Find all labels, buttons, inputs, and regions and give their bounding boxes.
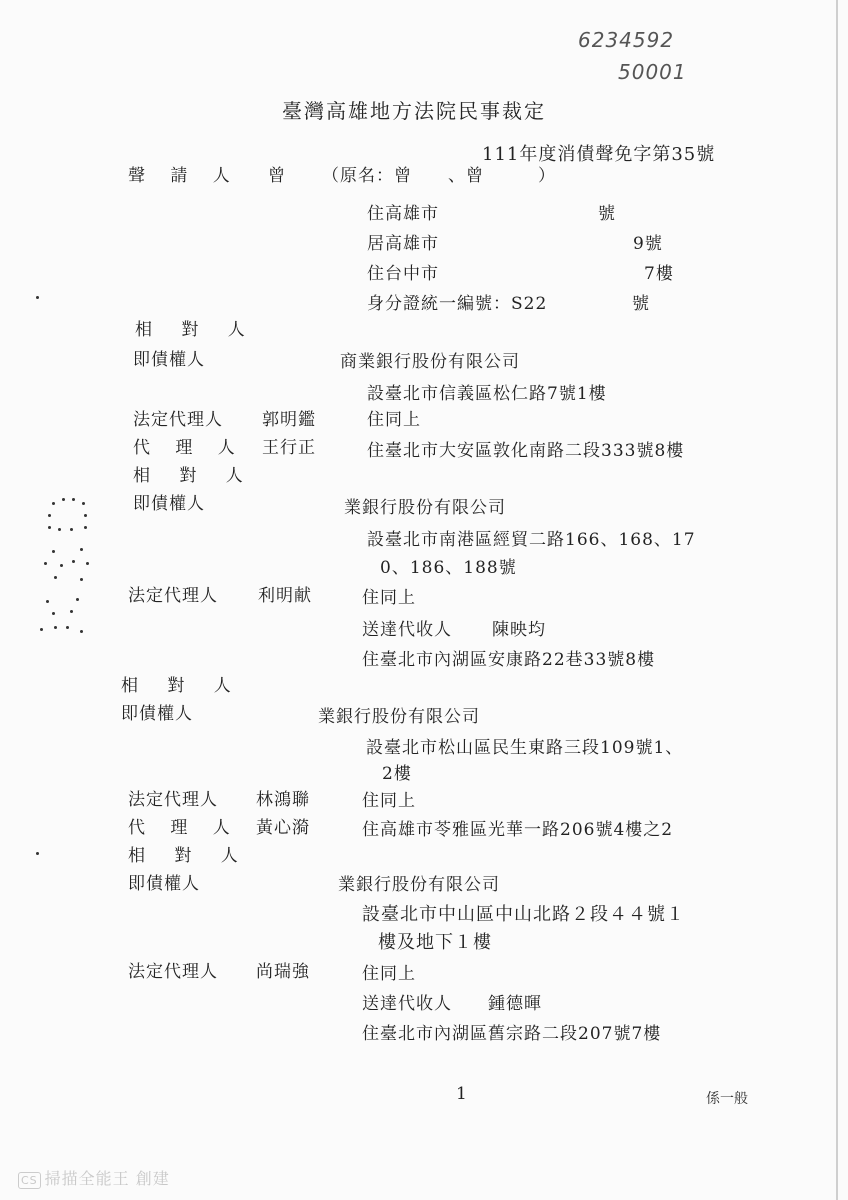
party3-address-line2: 2樓 xyxy=(382,764,412,784)
party2-receiver-address: 住臺北市內湖區安康路22巷33號8樓 xyxy=(362,650,656,670)
scanner-logo-icon: CS xyxy=(18,1172,41,1189)
party1-name: 商業銀行股份有限公司 xyxy=(340,352,520,372)
party2-rep-name: 利明献 xyxy=(258,586,312,606)
party2-address-line1: 設臺北市南港區經貿二路166、168、17 xyxy=(367,530,696,550)
party3-rep-label: 法定代理人 xyxy=(128,790,218,810)
page-number: 1 xyxy=(456,1084,468,1104)
party2-receiver-label: 送達代收人 xyxy=(362,620,452,640)
party3-agent-label: 代 理 人 xyxy=(128,818,240,838)
page-edge-divider xyxy=(836,0,838,1200)
applicant-name: 曾 xyxy=(268,166,286,186)
party3-agent-name: 黃心漪 xyxy=(256,818,310,838)
party3-label-respondent: 相 對 人 xyxy=(121,676,243,696)
party4-receiver-address: 住臺北市內湖區舊宗路二段207號7樓 xyxy=(362,1024,662,1044)
handwritten-number-1: 6234592 xyxy=(578,28,675,52)
party4-label-creditor: 即債權人 xyxy=(128,874,200,894)
party3-label-creditor: 即債權人 xyxy=(121,704,193,724)
applicant-former-name-sep: 、曾 xyxy=(448,166,484,186)
applicant-id-number: 身分證統一編號：S22 xyxy=(367,294,548,314)
applicant-address-2: 居高雄市 xyxy=(367,234,439,254)
party2-address-line2: 0、186、188號 xyxy=(380,558,517,578)
party4-label-respondent: 相 對 人 xyxy=(128,846,250,866)
party2-name: 業銀行股份有限公司 xyxy=(344,498,506,518)
party1-agent-name: 王行正 xyxy=(262,438,316,458)
party1-agent-label: 代 理 人 xyxy=(133,438,245,458)
party4-receiver-name: 鍾德暉 xyxy=(488,994,542,1014)
party1-rep-label: 法定代理人 xyxy=(133,410,223,430)
party4-address-line1: 設臺北市中山區中山北路２段４４號１ xyxy=(362,904,685,925)
applicant-former-name-end: ） xyxy=(538,166,556,186)
party4-rep-name: 尚瑞強 xyxy=(256,962,310,982)
party3-name: 業銀行股份有限公司 xyxy=(318,707,480,727)
party1-label-respondent: 相 對 人 xyxy=(135,320,257,340)
applicant-former-name: （原名：曾 xyxy=(322,166,412,186)
applicant-address-3: 住台中市 xyxy=(367,264,439,284)
document-title: 臺灣高雄地方法院民事裁定 xyxy=(282,99,546,123)
scanner-watermark-text: 掃描全能王 創建 xyxy=(44,1169,170,1188)
scanner-watermark xyxy=(18,1166,170,1189)
party4-name: 業銀行股份有限公司 xyxy=(338,875,500,895)
party2-label-creditor: 即債權人 xyxy=(133,494,205,514)
applicant-label: 聲 請 人 xyxy=(128,166,240,186)
party1-agent-address: 住臺北市大安區敦化南路二段333號8樓 xyxy=(367,441,685,461)
party4-receiver-label: 送達代收人 xyxy=(362,994,452,1014)
party3-agent-address: 住高雄市苓雅區光華一路206號4樓之2 xyxy=(362,820,674,840)
party3-rep-address: 住同上 xyxy=(362,791,416,811)
party1-rep-name: 郭明鑑 xyxy=(262,410,316,430)
case-number: 111年度消債聲免字第35號 xyxy=(482,144,716,165)
applicant-address-3-end: 7樓 xyxy=(644,264,674,284)
party2-rep-label: 法定代理人 xyxy=(128,586,218,606)
party4-address-line2: 樓及地下１樓 xyxy=(378,932,492,953)
party2-label-respondent: 相 對 人 xyxy=(133,466,255,486)
party1-rep-address: 住同上 xyxy=(367,410,421,430)
party3-rep-name: 林鴻聯 xyxy=(256,790,310,810)
copy-mark: 係一般 xyxy=(706,1091,748,1107)
applicant-id-number-end: 號 xyxy=(632,294,650,314)
applicant-address-1: 住高雄市 xyxy=(367,204,439,224)
handwritten-number-2: 50001 xyxy=(618,60,687,84)
party2-rep-address: 住同上 xyxy=(362,588,416,608)
party4-rep-label: 法定代理人 xyxy=(128,962,218,982)
party2-receiver-name: 陳映均 xyxy=(492,620,546,640)
applicant-address-2-end: 9號 xyxy=(633,234,663,254)
applicant-address-1-end: 號 xyxy=(598,204,616,224)
party3-address-line1: 設臺北市松山區民生東路三段109號1、 xyxy=(366,738,684,758)
party1-address: 設臺北市信義區松仁路7號1樓 xyxy=(367,384,607,404)
party4-rep-address: 住同上 xyxy=(362,964,416,984)
party1-label-creditor: 即債權人 xyxy=(133,350,205,370)
